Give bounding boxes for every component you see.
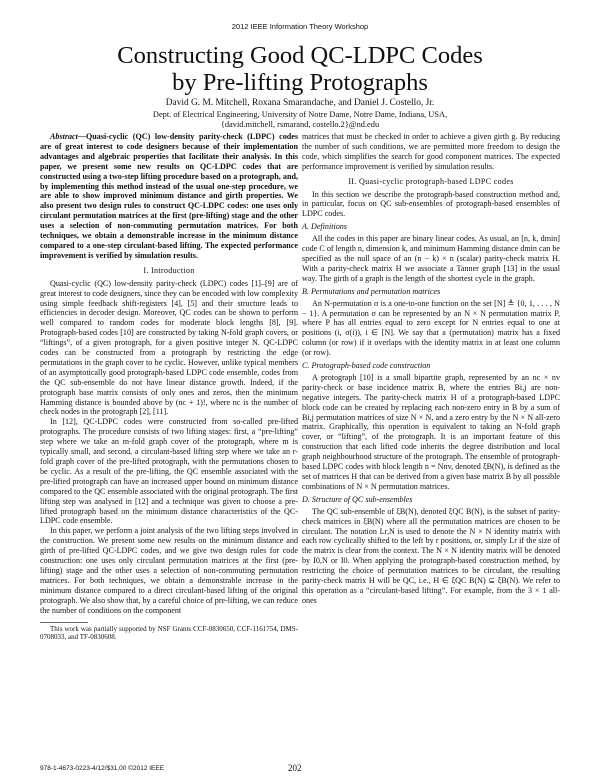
abstract-label: Abstract bbox=[50, 132, 78, 141]
section-heading-introduction: I. Introduction bbox=[143, 265, 195, 275]
subsection-heading-qc-structure: D. Structure of QC sub-ensembles bbox=[302, 494, 413, 504]
intro-paragraph-2: In [12], QC-LDPC codes were constructed from so-called pre-lifted protographs. The procedure consists of two lifting stages: first, a “pre-lifting” step where we take an m-fold graph cover of the protograph, where m is typically small, and second, a circulant-based lifting step where we take an r-fold graph cover of the pre-lifted protograph, with the permutations chosen to be cyclic. As a result of the pre-lifting, the QC ensemble associated with the pre-lifted protograph can have an increased upper bound on minimum distance compared to the QC ensemble associated with the original protograph. The first lifting step was analysed in [12] and a technique was given to choose a pre-lifted protograph based on the minimum distance characteristics of the QC-LDPC code ensemble. bbox=[40, 417, 298, 526]
author-list: David G. M. Mitchell, Roxana Smarandache, and Daniel J. Costello, Jr. bbox=[165, 98, 435, 108]
section-heading-qc-protograph: II. Quasi-cyclic protograph-based LDPC codes bbox=[348, 176, 514, 186]
left-column bbox=[40, 132, 298, 641]
paper-title bbox=[40, 42, 560, 96]
copyright-footer: 978-1-4673-0223-4/12/$31.00 ©2012 IEEE bbox=[40, 765, 165, 772]
affiliation-line: Dept. of Electrical Engineering, University of Notre Dame, Notre Dame, Indiana, USA, bbox=[152, 110, 448, 119]
affiliation bbox=[40, 110, 560, 130]
definitions-paragraph: All the codes in this paper are binary linear codes. As usual, an [n, k, dmin] code C of length n, dimension k, and minimum Hamming distance dmin can be specified as the null space of an (n − k) × n (scalar) parity-check matrix H. With a parity-check matrix H we associate a Tanner graph [13] in the usual way. The girth of a graph is the length of the shortest cycle in the graph. bbox=[302, 234, 560, 283]
subsection-heading-permutations: B. Permutations and permutation matrices bbox=[302, 286, 441, 296]
abstract bbox=[40, 132, 298, 261]
author-emails: {david.mitchell, rsmarand, costello.2}@nd.edu bbox=[220, 120, 380, 129]
subsection-heading-protograph-construction: C. Protograph-based code construction bbox=[302, 361, 431, 371]
qc-structure-paragraph: The QC sub-ensemble of ξB(N), denoted ξQC B(N), is the subset of parity-check matrices in ξB(N) where all the permutation matrices are chosen to be circulant. The notation Lr,N is used to denote the N × N identity matrix with each row cyclically shifted to the left by r positions, or, simply Lr if the size of the matrix is clear from the context. The N × N identity matrix will be denoted by I0,N or I0. When applying the protograph-based construction method, by restricting the choice of permutation matrices to be circulant, the resulting parity-check matrix H will be QC, i.e., H ∈ ξQC B(N) ⊆ ξB(N). We refer to this operation as a “circulant-based lifting”. For example, from the 3 × 1 all-ones bbox=[302, 506, 560, 605]
section-2-intro: In this section we describe the protograph-based construction method and, in particular, focus on QC sub-ensembles of protograph-based ensembles of LDPC codes. bbox=[302, 189, 560, 219]
footnote-rule bbox=[40, 622, 88, 623]
right-column bbox=[302, 132, 560, 606]
permutations-paragraph: An N-permutation σ is a one-to-one function on the set [N] ≜ {0, 1, . . . , N − 1}. A permutation σ can be represented by an N × N permutation matrix P, where P has all entries equal to zero except for N entries equal to one at positions (i, σ(i)), i ∈ [N]. We say that a (permutation) matrix has a fixed column (or row) if it overlaps with the identity matrix in at least one column (or row). bbox=[302, 298, 560, 358]
right-paragraph-0: matrices that must be checked in order to achieve a given girth g. By reducing the number of such conditions, we are permitted more freedom to design the code, which simplifies the search for good component matrices. The expected performance improvement is verified by simulation results. bbox=[302, 132, 560, 171]
funding-footnote: This work was partially supported by NSF Grants CCF-0830650, CCF-1161754, DMS-0708033, and TF-0830608. bbox=[40, 624, 298, 641]
conference-header: 2012 IEEE Information Theory Workshop bbox=[231, 22, 369, 31]
intro-paragraph-1: Quasi-cyclic (QC) low-density parity-check (LDPC) codes [1]–[9] are of great interest to code designers, since they can be encoded with low complexity using simple feedback shift-registers [4], [5] and their structure leads to efficiencies in decoder design. Moreover, QC codes can be shown to perform well compared to random codes for moderate block lengths [8], [9]. Protograph-based codes [10] are constructed by taking N-fold graph covers, or “liftings”, of a given protograph, for a given positive integer N. QC-LDPC codes can be constructed from a protograph by restricting the edge permutations in the graph cover to be cyclic. However, unlike typical members of an asymptotically good protograph-based LDPC code ensemble, codes from the QC sub-ensemble do not have linear distance growth. Indeed, if the protograph base matrix consists of only ones and zeros, then the minimum Hamming distance is bounded above by (nc + 1)!, where nc is the number of check nodes in the protograph [2], [11]. bbox=[40, 278, 298, 417]
subsection-heading-definitions: A. Definitions bbox=[302, 222, 347, 232]
title-line-2: by Pre-lifting Protographs bbox=[172, 69, 428, 96]
construction-paragraph: A protograph [10] is a small bipartite graph, represented by an nc × nv parity-check or base incidence matrix B, where the entries Bi,j are non-negative integers. The parity-check matrix H of a protograph-based LDPC block code can be created by replacing each non-zero entry in B by a sum of Bi,j permutation matrices of size N × N, and a zero entry by the N × N all-zero matrix. Graphically, this operation is equivalent to taking an N-fold graph cover, or “lifting”, of the protograph. It is an important feature of this construction that each lifted code inherits the degree distribution and local graph neighbourhood structure of the protograph. The ensemble of protograph-based LDPC codes with block length n = Nnv, denoted ξB(N), is defined as the set of matrices H that can be derived from a given base matrix B by all possible combinations of N × N permutation matrices. bbox=[302, 372, 560, 491]
page-number: 202 bbox=[288, 763, 302, 773]
abstract-text: —Quasi-cyclic (QC) low-density parity-check (LDPC) codes are of great interest to code designers because of their implementation advantages and algebraic properties that facilitate their analysis. In this paper, we present some new results on QC-LDPC codes that are constructed using a two-step lifting procedure based on a protograph, and, by implementing this method instead of the usual one-step procedure, we are able to show improved minimum distance and girth properties. We also present two design rules to construct QC-LDPC codes: one uses only circulant permutation matrices at the first (pre-lifting) stage and the other uses a selection of non-commuting permutation matrices. For both techniques, we obtain a demonstrable increase in the minimum distance compared to a one-step circulant-based lifting. The expected performance improvement is verified by simulation results. bbox=[40, 132, 298, 260]
title-line-1: Constructing Good QC-LDPC Codes bbox=[117, 42, 483, 69]
intro-paragraph-3: In this paper, we perform a joint analysis of the two lifting steps involved in the construction. We present some new results on the minimum distance and girth of pre-lifted QC-LDPC codes, and we give two design rules for code construction: one uses only circulant permutation matrices at the first (pre-lifting) stage and the other uses a selection of non-commuting permutation matrices. For both techniques, we obtain a demonstrable increase in the minimum distance compared to a direct circulant-based lifting of the original protograph. We also show that, by a careful choice of pre-lifting, we can reduce the number of conditions on the component bbox=[40, 526, 298, 615]
